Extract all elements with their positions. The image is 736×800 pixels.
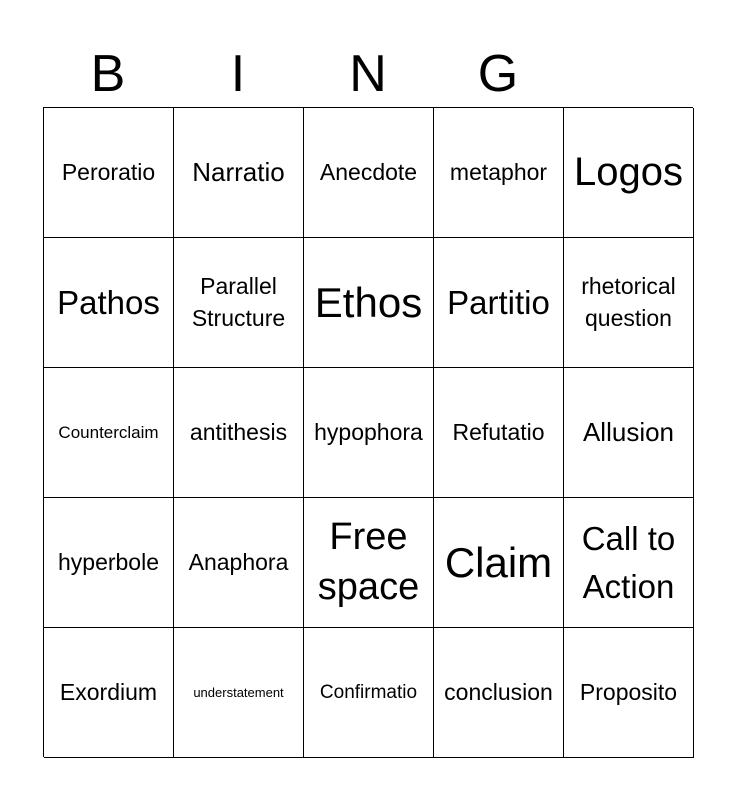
cell-label: Narratio <box>192 157 285 187</box>
cell-label: Call to Action <box>581 519 676 605</box>
bingo-cell[interactable] <box>434 368 564 498</box>
bingo-cell[interactable] <box>304 108 434 238</box>
cell-label: Proposito <box>579 678 678 705</box>
cell-label: hypophora <box>314 418 423 445</box>
bingo-cell[interactable] <box>44 498 174 628</box>
cell-label: Pathos <box>57 283 160 321</box>
bingo-cell[interactable] <box>174 108 304 238</box>
bingo-cell[interactable] <box>304 238 434 368</box>
bingo-cell[interactable] <box>434 498 564 628</box>
bingo-cell[interactable] <box>44 628 174 758</box>
header-letter-b: B <box>90 45 126 103</box>
header-letter-i: I <box>230 45 246 103</box>
cell-label: Claim <box>444 538 553 586</box>
cell-label: Counterclaim <box>58 422 159 442</box>
header-letter-n: N <box>349 45 387 103</box>
bingo-cell[interactable] <box>434 238 564 368</box>
cell-label: Confirmatio <box>319 681 418 703</box>
cell-label: Anecdote <box>319 158 418 185</box>
cell-label: Refutatio <box>452 418 545 445</box>
bingo-cell[interactable] <box>44 238 174 368</box>
bingo-cell[interactable] <box>174 368 304 498</box>
cell-label: understatement <box>193 685 284 700</box>
cell-label: Partitio <box>447 283 550 321</box>
cell-label: Free space <box>317 516 420 608</box>
bingo-cell[interactable] <box>564 238 694 368</box>
bingo-cell[interactable] <box>434 108 564 238</box>
bingo-header <box>43 40 693 108</box>
bingo-cell[interactable] <box>44 368 174 498</box>
cell-label: Exordium <box>59 678 158 705</box>
cell-label: metaphor <box>449 158 548 185</box>
bingo-cell[interactable] <box>564 108 694 238</box>
bingo-cell[interactable] <box>304 368 434 498</box>
cell-label: rhetorical question <box>581 272 676 331</box>
cell-label: antithesis <box>189 418 288 445</box>
bingo-cell[interactable] <box>434 628 564 758</box>
bingo-cell[interactable] <box>174 238 304 368</box>
bingo-cell[interactable] <box>44 108 174 238</box>
cell-label: Peroratio <box>61 158 156 185</box>
bingo-cell-free-space[interactable] <box>304 498 434 628</box>
cell-label: conclusion <box>444 678 553 705</box>
bingo-cell[interactable] <box>564 498 694 628</box>
bingo-cell[interactable] <box>304 628 434 758</box>
bingo-cell[interactable] <box>564 628 694 758</box>
cell-label: Parallel Structure <box>191 272 286 331</box>
cell-label: Anaphora <box>188 548 289 575</box>
bingo-cell[interactable] <box>174 628 304 758</box>
bingo-cell[interactable] <box>174 498 304 628</box>
cell-label: Logos <box>574 150 683 194</box>
bingo-card-grid <box>43 107 693 757</box>
bingo-cell[interactable] <box>564 368 694 498</box>
cell-label: Allusion <box>582 417 675 447</box>
header-letter-g: G <box>477 45 519 103</box>
cell-label: hyperbole <box>57 548 160 575</box>
cell-label: Ethos <box>314 278 423 326</box>
